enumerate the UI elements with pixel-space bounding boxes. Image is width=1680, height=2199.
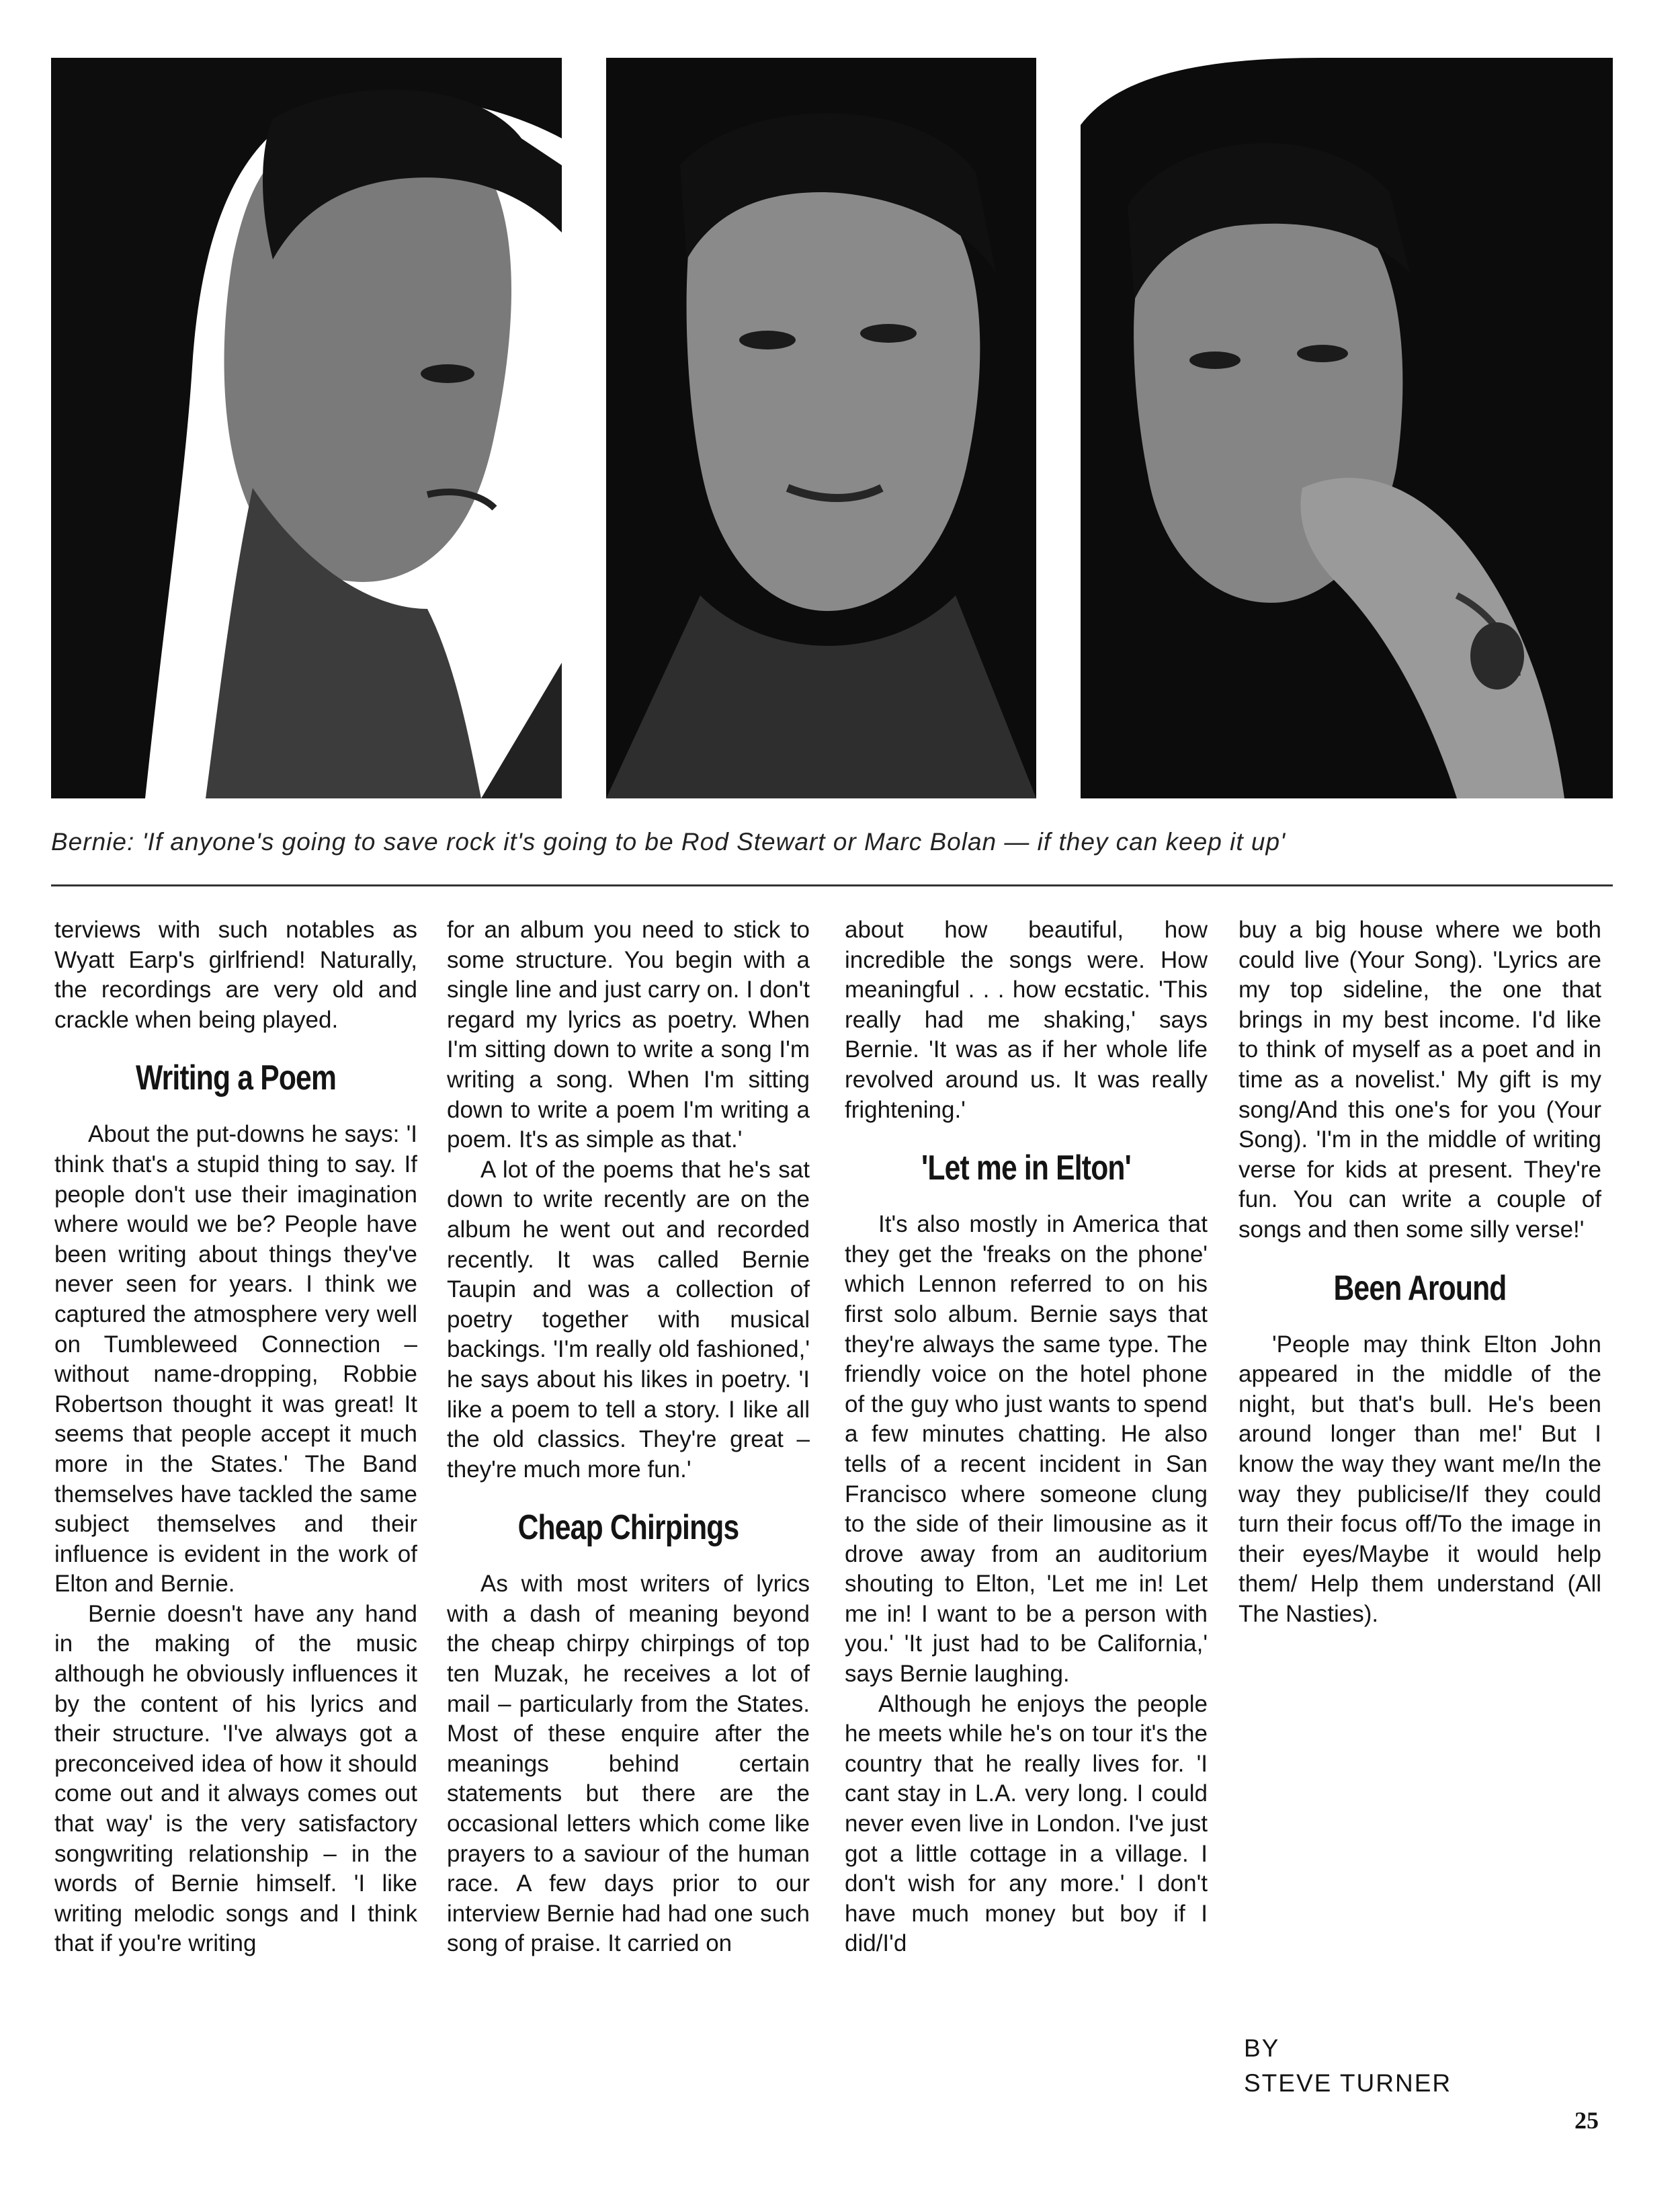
paragraph: A lot of the poems that he's sat down to write recently are on the album he went out and recorded recently. It was called Bernie Taupin and was a collection of poetry together with musical backings. 'I'm really old fashioned,' he says about his likes in poetry. 'I like a poem to tell a story. I like all the old classics. They're great – they're much more fun.' — [447, 1156, 810, 1483]
photo-facing-front — [566, 58, 1077, 798]
paragraph: It's also mostly in America that they get the 'freaks on the phone' which Lennon referred to on his first solo album. Bernie says that they're always the same type. The friendly voice on the hotel phone of the guy who just wants to spend a few minutes chatting. He also tells of a recent incident in San Francisco where someone clung to the side of their limousine as it drove away from an auditorium shouting to Elton, 'Let me in! Let me in! I want to be a person with you.' 'It just had to be California,' says Bernie laughing. — [845, 1211, 1208, 1688]
paragraph: Although he enjoys the people he meets while he's on tour it's the country that he really lives for. 'I cant stay in L.A. very long. I could never even live in London. I've just got a little cottage in a village. I don't wish for any more.' I don't have much money but boy if I did/I'd — [845, 1690, 1208, 1957]
article-column-4 — [1238, 915, 1601, 2004]
subheading-been-around: Been Around — [1333, 1268, 1507, 1308]
article-column-1 — [54, 915, 417, 2125]
paragraph: As with most writers of lyrics with a dash of meaning beyond the cheap chirpy chirpings of top ten Muzak, he receives a lot of mail – particularly from the States. Most of these enquire after the meanings behind certain statements but there are the occasional letters which come like prayers to a saviour of the human race. A few days prior to our interview Bernie had had one such song of praise. It carried on — [447, 1571, 810, 1957]
paragraph: about how beautiful, how incredible the songs were. How meaningful . . . how ecstatic. 'This really had me shaking,' says Bernie. 'It was as if her whole life revolved around us. It was really frightening.' — [845, 917, 1208, 1123]
paragraph: for an album you need to stick to some structure. You begin with a single line and just carry on. I don't regard my lyrics as poetry. When I'm sitting down to write a song I'm writing a song. When I'm sitting down to write a poem I'm writing a poem. It's as simple as that.' — [447, 917, 810, 1153]
subheading-let-me-in-elton: 'Let me in Elton' — [921, 1149, 1131, 1188]
subheading-writing-a-poem: Writing a Poem — [135, 1059, 337, 1098]
paragraph: terviews with such notables as Wyatt Earp's girlfriend! Naturally, the recordings are very old and crackle when being played. — [54, 917, 417, 1033]
photo-caption: Bernie: 'If anyone's going to save rock it's going to be Rod Stewart or Marc Bolan — if they can keep it up' — [51, 828, 1286, 856]
byline-author: STEVE TURNER — [1244, 2069, 1452, 2097]
photo-strip — [51, 58, 1613, 798]
paragraph: 'People may think Elton John appeared in the middle of the night, but that's bull. He's been around longer than me!' But I know the way they want me/In the way they publicise/If they could turn their focus off/To the image in their eyes/Maybe it would help them/ Help them understand (All The Nasties). — [1238, 1331, 1601, 1627]
byline-by: BY — [1244, 2034, 1280, 2062]
article-column-3 — [845, 915, 1208, 2125]
photo-profile-left — [51, 58, 562, 798]
paragraph: Bernie doesn't have any hand in the making of the music although he obviously influences it by the content of his lyrics and their structure. 'I've always got a preconceived idea of how it should come out and it always comes out that way' is the very satisfactory songwriting relationship – in the words of Bernie himself. 'I like writing melodic songs and I think that if you're writing — [54, 1600, 417, 1957]
article-column-2 — [447, 915, 810, 2125]
paragraph: About the put-downs he says: 'I think that's a stupid thing to say. If people don't use their imagination where would we be? People have been writing about things they've never seen for years. I think we captured the atmosphere very well on Tumbleweed Connection – without name-dropping, Robbie Robertson thought it was great! It seems that people accept it much more in the States.' The Band themselves have tackled the same subject themselves and their influence is evident in the work of Elton and Bernie. — [54, 1121, 417, 1598]
page-number: 25 — [1574, 2107, 1599, 2134]
byline — [1244, 2031, 1452, 2101]
photo-hand-on-chin — [1081, 58, 1613, 798]
divider-rule — [51, 884, 1613, 886]
subheading-cheap-chirpings: Cheap Chirpings — [517, 1508, 739, 1548]
paragraph: buy a big house where we both could live (Your Song). 'Lyrics are my top sideline, the one that brings in my best income. I'd like to think of myself as a poet and in time as a novelist.' My gift is my song/And this one's for you (Your Song). 'I'm in the middle of writing verse for kids at present. They're fun. You can write a couple of songs and then some silly verse!' — [1238, 917, 1601, 1243]
